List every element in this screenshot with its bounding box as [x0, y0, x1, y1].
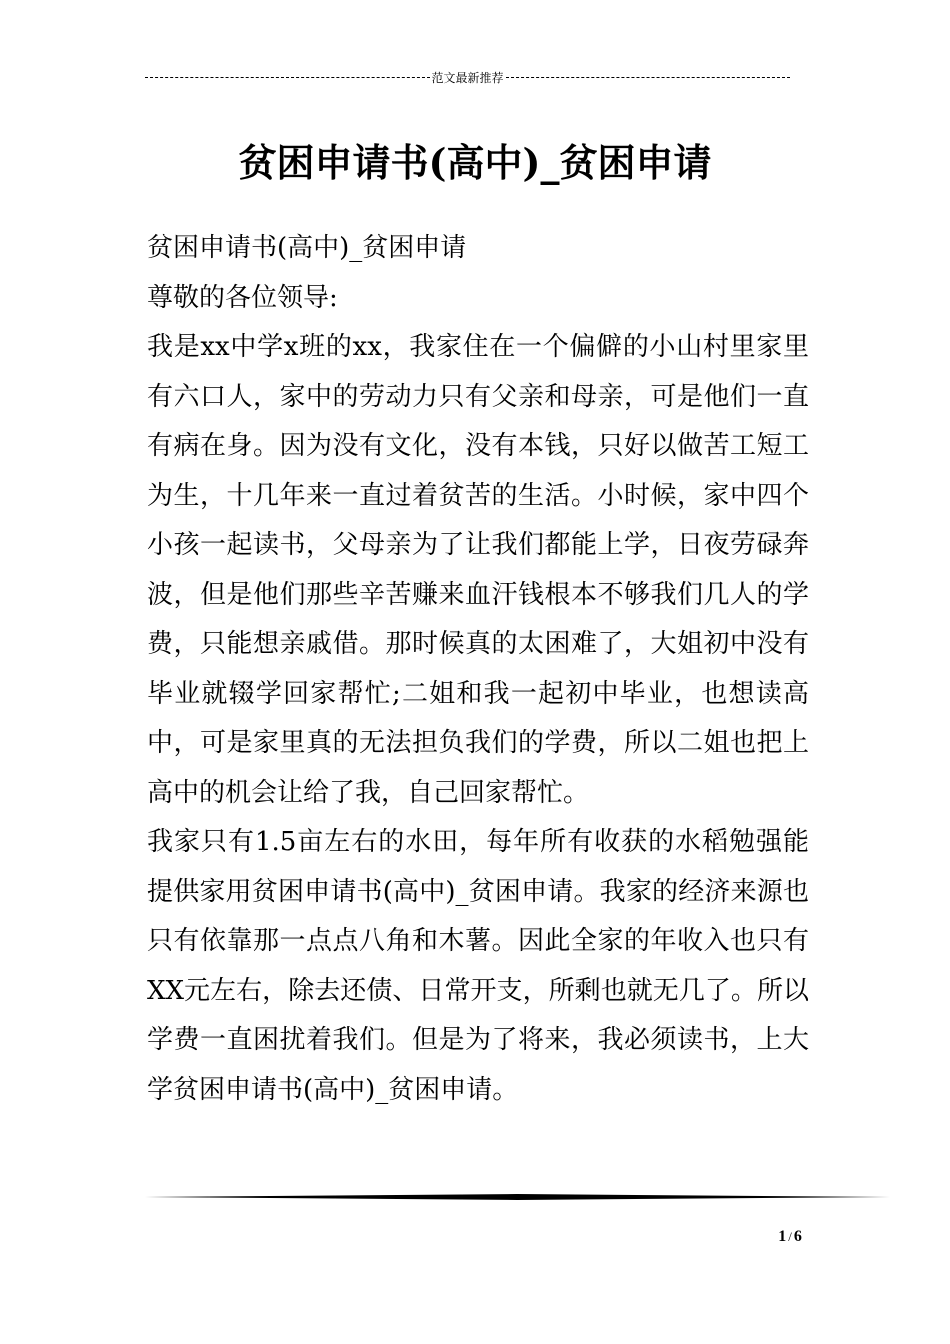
footer-rule [145, 1194, 890, 1200]
header-dash-left [145, 77, 430, 78]
document-title: 贫困申请书(高中)_贫困申请 [238, 140, 712, 185]
page-header [145, 67, 790, 87]
header-dash-right [506, 77, 791, 78]
total-pages: 6 [793, 1228, 802, 1245]
paragraph-salutation: 尊敬的各位领导: [147, 282, 338, 313]
document-body [147, 224, 809, 1115]
page-separator: / [788, 1229, 792, 1244]
paragraph-subtitle: 贫困申请书(高中)_贫困申请 [147, 233, 467, 263]
header-label: 范文最新推荐 [431, 70, 504, 85]
page-number [760, 1228, 820, 1246]
paragraph-family-situation: 我是xx中学x班的xx，我家住在一个偏僻的小山村里家里有六口人，家中的劳动力只有父亲和母亲，可是他们一直有病在身。因为没有文化，没有本钱，只好以做苦工短工为生，十几年来一直过着贫苦的生活。小时候，家中四个小孩一起读书，父母亲为了让我们都能上学，日夜劳碌奔波，但是他们那些辛苦赚来血汗钱根本不够我们几人的学费，只能想亲戚借。那时候真的太困难了，大姐初中没有毕业就辍学回家帮忙;二姐和我一起初中毕业，也想读高中，可是家里真的无法担负我们的学费，所以二姐也把上高中的机会让给了我，自己回家帮忙。 [147, 332, 809, 808]
paragraph-income-situation: 我家只有1.5亩左右的水田，每年所有收获的水稻勉强能提供家用贫困申请书(高中)_贫困申请。我家的经济来源也只有依靠那一点点八角和木薯。因此全家的年收入也只有XX元左右，除去还债、日常开支，所剩也就无几了。所以学费一直困扰着我们。但是为了将来，我必须读书，上大学贫困申请书(高中)_贫困申请。 [147, 827, 809, 1105]
current-page: 1 [778, 1228, 787, 1245]
